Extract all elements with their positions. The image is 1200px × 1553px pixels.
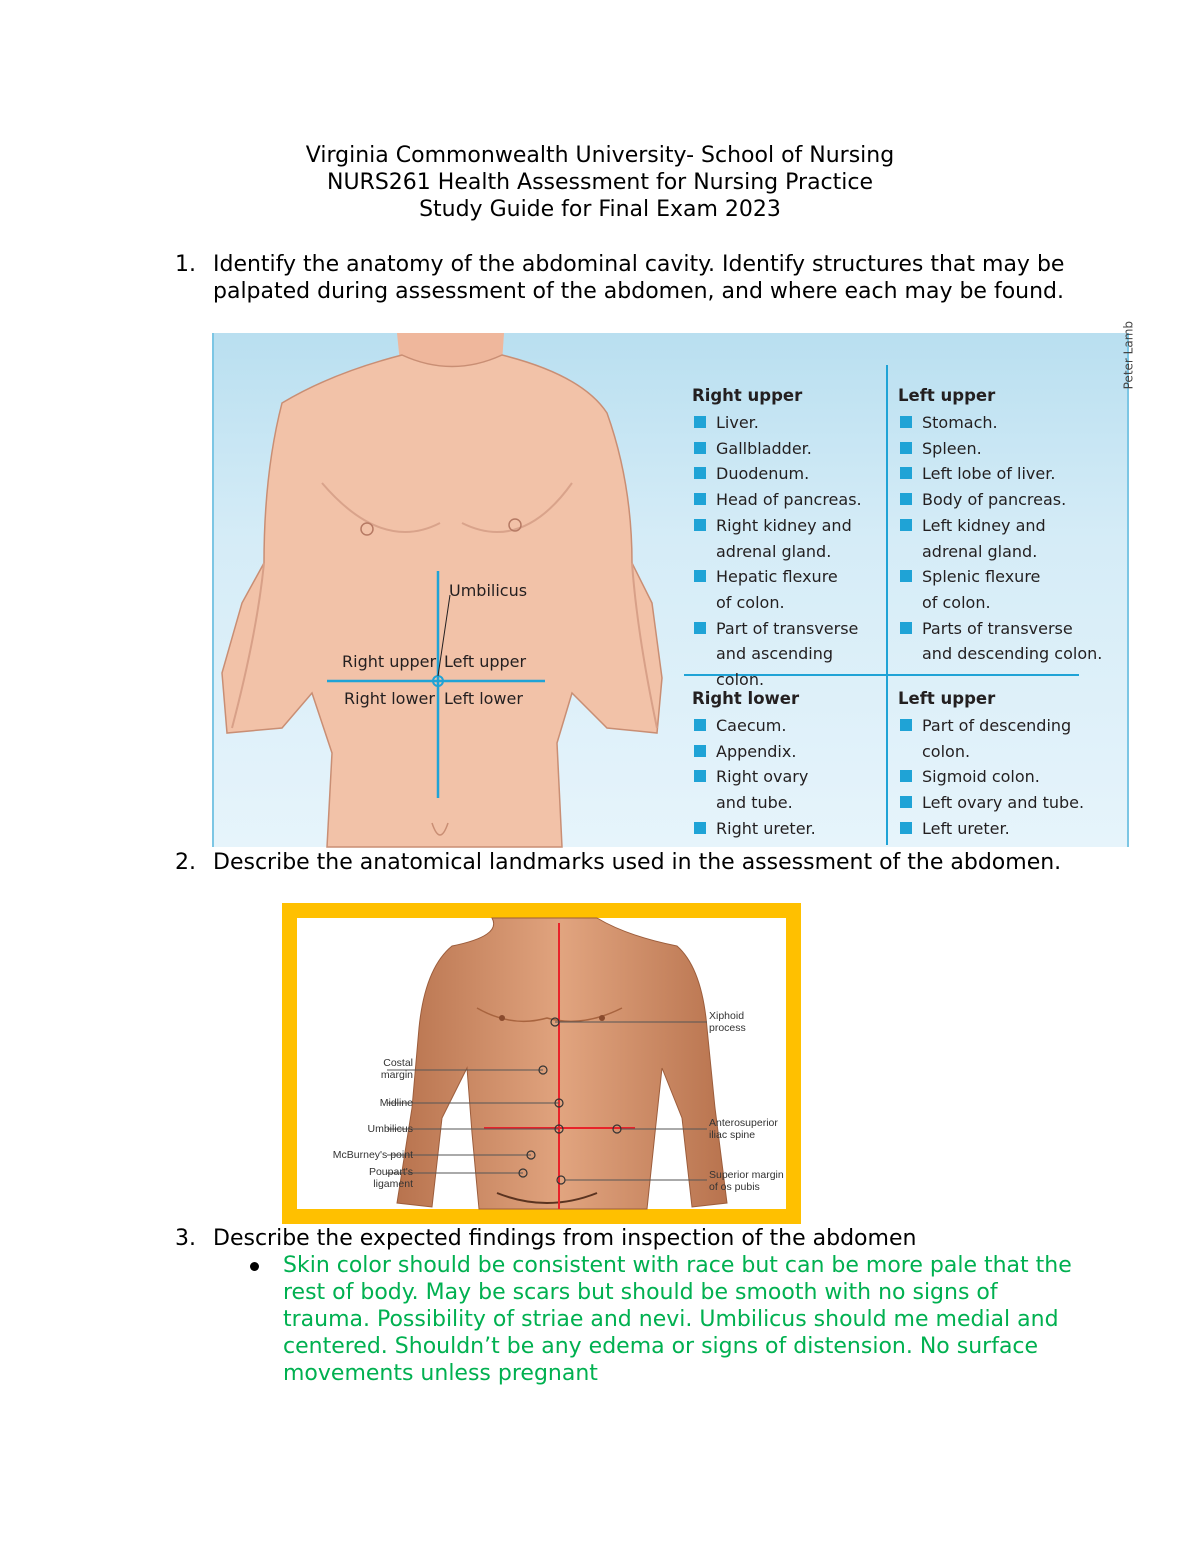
label-umbilicus: Umbilicus: [449, 581, 528, 600]
list-item: Left lobe of liver.: [898, 461, 1118, 487]
list-item: Spleen.: [898, 436, 1118, 462]
list-item: Left ureter.: [898, 816, 1118, 842]
header-course: NURS261 Health Assessment for Nursing Practice: [326, 170, 874, 195]
question-text: Identify the anatomy of the abdominal cavity. Identify structures that may be palpated during assessment of the abdomen, and where each may be found.: [213, 252, 1065, 304]
list-item: Right ureter.: [692, 816, 882, 842]
list-item: Sigmoid colon.: [898, 764, 1118, 790]
landmark-xiphoid: Xiphoid process: [709, 1010, 746, 1034]
list-item: Stomach.: [898, 410, 1118, 436]
illustrator-credit: Peter Lamb: [1121, 321, 1135, 390]
landmark-poupart: Poupart's ligament: [368, 1166, 413, 1190]
list-item: Gallbladder.: [692, 436, 882, 462]
quadrant-right-lower: [692, 688, 882, 842]
document-header: [0, 142, 1200, 223]
list-item: Appendix.: [692, 739, 882, 765]
list-item: Part of descending colon.: [898, 713, 1118, 764]
landmark-costal-margin: Costal margin: [380, 1057, 413, 1081]
bullet-icon: [250, 1262, 259, 1271]
list-item: Parts of transverse and descending colon.: [898, 616, 1118, 667]
organ-list: [692, 713, 882, 842]
landmark-umbilicus: Umbilicus: [367, 1123, 413, 1135]
list-item: Duodenum.: [692, 461, 882, 487]
organ-list: [898, 713, 1118, 842]
list-item: Hepatic flexure of colon.: [692, 564, 882, 615]
header-guide-title: Study Guide for Final Exam 2023: [419, 197, 781, 222]
landmark-midline: Midline: [379, 1097, 413, 1109]
quadrant-right-upper: [692, 385, 882, 693]
list-item: Left kidney and adrenal gland.: [898, 513, 1118, 564]
label-right-upper: Right upper: [342, 652, 437, 671]
left-nipple-icon: [599, 1015, 605, 1021]
answer-3-text: Skin color should be consistent with race but can be more pale that the rest of body. May be scars but should be smooth with no signs of trauma. Possibility of striae and nevi. Umbilicus should me medial and centered. Shouldn’t be any edema or signs of distension. No surface movements unless pregnant: [283, 1253, 1072, 1386]
landmark-mcburney: McBurney's point: [332, 1149, 413, 1161]
list-item: Left ovary and tube.: [898, 790, 1118, 816]
label-left-upper: Left upper: [444, 652, 527, 671]
quadrant-title: Left upper: [898, 689, 996, 708]
question-number: 2.: [175, 850, 196, 875]
list-item: Right kidney and adrenal gland.: [692, 513, 882, 564]
list-item: Caecum.: [692, 713, 882, 739]
abdominal-landmarks-figure: [282, 903, 801, 1224]
question-number: 3.: [175, 1226, 196, 1251]
header-university: Virginia Commonwealth University- School of Nursing: [305, 143, 895, 168]
label-right-lower: Right lower: [344, 689, 435, 708]
abdominal-quadrants-figure: [212, 321, 1135, 847]
label-left-lower: Left lower: [444, 689, 523, 708]
list-item: Body of pancreas.: [898, 487, 1118, 513]
landmark-asis: Anterosuperior iliac spine: [709, 1117, 778, 1141]
list-item: Splenic flexure of colon.: [898, 564, 1118, 615]
torso-illustration: [212, 333, 682, 847]
quadrant-title: Right upper: [692, 386, 803, 405]
right-nipple-icon: [499, 1015, 505, 1021]
organ-list: [692, 410, 882, 693]
list-item: Part of transverse and ascending colon.: [692, 616, 882, 693]
list-item: Head of pancreas.: [692, 487, 882, 513]
quadrant-left-lower: [898, 688, 1118, 842]
list-item: Liver.: [692, 410, 882, 436]
quadrant-title: Left upper: [898, 386, 996, 405]
organ-list: [898, 410, 1118, 667]
quadrant-vertical-divider: [886, 365, 888, 845]
quadrant-title: Right lower: [692, 689, 800, 708]
question-number: 1.: [175, 252, 196, 277]
quadrant-left-upper: [898, 385, 1118, 667]
question-text: Describe the expected findings from inspection of the abdomen: [213, 1226, 917, 1251]
question-text: Describe the anatomical landmarks used in the assessment of the abdomen.: [213, 850, 1062, 875]
list-item: Right ovary and tube.: [692, 764, 882, 815]
figure-right-border: [1127, 333, 1129, 847]
landmark-os-pubis: Superior margin of os pubis: [709, 1169, 784, 1193]
